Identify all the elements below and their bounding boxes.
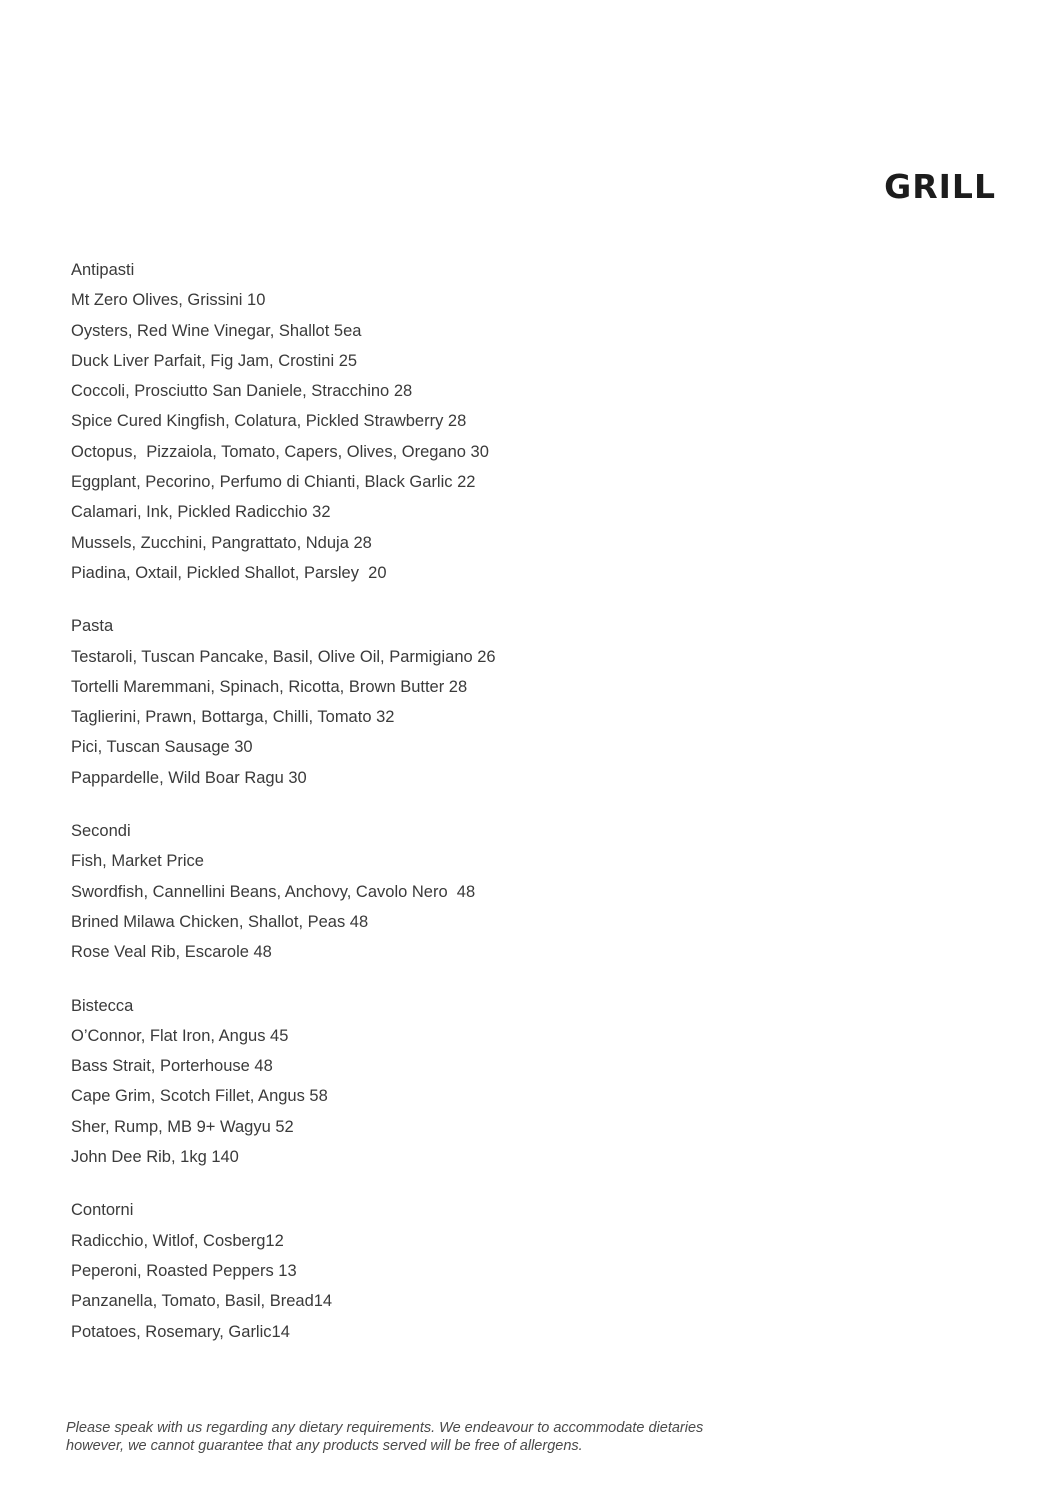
dietary-notice — [66, 1419, 826, 1455]
menu-item: Radicchio, Witlof, Cosberg12 — [71, 1231, 284, 1250]
brand-logo: GRILL — [884, 167, 996, 206]
menu-item: Peperoni, Roasted Peppers 13 — [71, 1261, 297, 1280]
menu-item: Mussels, Zucchini, Pangrattato, Nduja 28 — [71, 533, 372, 552]
menu-item: Oysters, Red Wine Vinegar, Shallot 5ea — [71, 321, 362, 340]
menu-section-antipasti — [71, 255, 771, 588]
menu-item: Panzanella, Tomato, Basil, Bread14 — [71, 1292, 333, 1311]
menu-item: Potatoes, Rosemary, Garlic14 — [71, 1322, 290, 1341]
menu-item: Spice Cured Kingfish, Colatura, Pickled Strawberry 28 — [71, 412, 467, 431]
menu-item: Mt Zero Olives, Grissini 10 — [71, 291, 266, 310]
menu-item: John Dee Rib, 1kg 140 — [71, 1148, 239, 1167]
menu-item: Cape Grim, Scotch Fillet, Angus 58 — [71, 1087, 328, 1106]
menu-item: Testaroli, Tuscan Pancake, Basil, Olive Oil, Parmigiano 26 — [71, 647, 496, 666]
menu-item: Octopus, Pizzaiola, Tomato, Capers, Olives, Oregano 30 — [71, 442, 489, 461]
section-title: Bistecca — [71, 996, 134, 1015]
menu-item: Bass Strait, Porterhouse 48 — [71, 1057, 273, 1076]
menu-list — [71, 255, 771, 1370]
dietary-notice-line: Please speak with us regarding any dietary requirements. We endeavour to accommodate dietaries — [66, 1420, 704, 1436]
menu-item: Eggplant, Pecorino, Perfumo di Chianti, Black Garlic 22 — [71, 473, 476, 492]
section-title: Antipasti — [71, 261, 135, 279]
menu-item: Rose Veal Rib, Escarole 48 — [71, 943, 272, 962]
section-title: Contorni — [71, 1201, 134, 1220]
menu-section-contorni — [71, 1195, 771, 1346]
menu-section-pasta — [71, 611, 771, 793]
menu-item: Calamari, Ink, Pickled Radicchio 32 — [71, 503, 331, 522]
menu-item: O’Connor, Flat Iron, Angus 45 — [71, 1026, 289, 1045]
menu-item: Pappardelle, Wild Boar Ragu 30 — [71, 768, 307, 787]
menu-item: Fish, Market Price — [71, 852, 204, 871]
menu-item: Duck Liver Parfait, Fig Jam, Crostini 25 — [71, 351, 358, 370]
menu-item: Tortelli Maremmani, Spinach, Ricotta, Brown Butter 28 — [71, 677, 468, 696]
menu-item: Brined Milawa Chicken, Shallot, Peas 48 — [71, 912, 369, 931]
menu-section-secondi — [71, 816, 771, 967]
section-title: Secondi — [71, 822, 131, 841]
menu-item: Swordfish, Cannellini Beans, Anchovy, Cavolo Nero 48 — [71, 882, 476, 901]
section-title: Pasta — [71, 617, 114, 636]
menu-item: Sher, Rump, MB 9+ Wagyu 52 — [71, 1117, 294, 1136]
menu-item: Piadina, Oxtail, Pickled Shallot, Parsley 20 — [71, 563, 387, 582]
menu-item: Coccoli, Prosciutto San Daniele, Stracchino 28 — [71, 382, 413, 401]
dietary-notice-line: however, we cannot guarantee that any products served will be free of allergens. — [66, 1438, 583, 1454]
menu-item: Taglierini, Prawn, Bottarga, Chilli, Tomato 32 — [71, 708, 395, 727]
menu-item: Pici, Tuscan Sausage 30 — [71, 738, 253, 757]
menu-section-bistecca — [71, 991, 771, 1173]
